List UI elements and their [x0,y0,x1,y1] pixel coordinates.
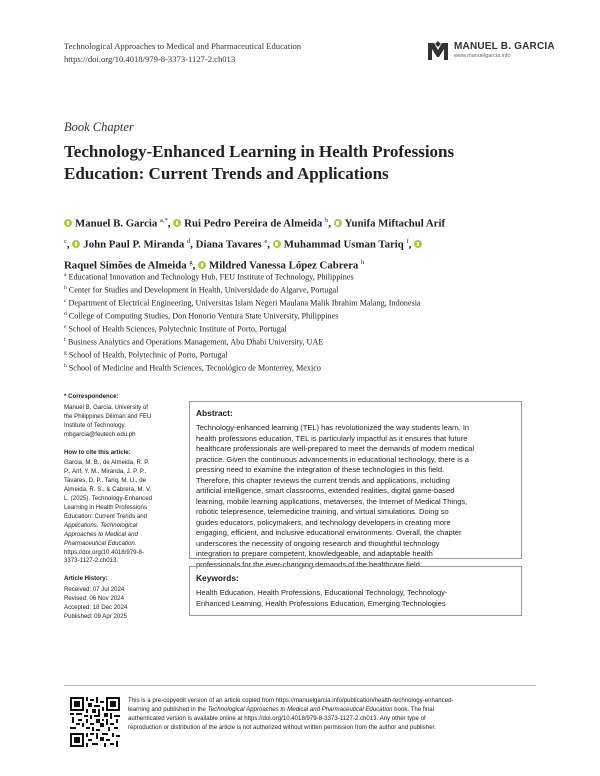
affiliation-sup: c [64,297,67,304]
affiliation [64,283,544,296]
abstract-line: health professions education, TEL is particularly impactful as it ensures that future [196,433,468,443]
abstract-line: engaging, efficient, and inclusive educational environments. Overall, the chapter [196,528,462,537]
author-sup: d [187,238,191,246]
affiliation-text: College of Computing Studies, Don Honorio Ventura State University, Philippines [68,311,339,321]
affiliation-sup: b [64,284,67,291]
author-sup: b [325,217,329,224]
notice-line: reproduction or distribution of the article is not authorized without written permission from the author and publisher. [128,723,436,731]
author-name: Raquel Simões de Almeida [64,259,187,272]
affiliation-sup: a [64,272,67,278]
affiliation-sup: f [64,336,66,343]
abstract-line: healthcare professionals are well-prepared to meet the demands of modern medical [196,444,475,453]
footer-divider [64,685,536,686]
citation-block [64,449,182,567]
history-block [64,575,182,622]
abstract-text [196,423,515,570]
author-sup: c [64,238,67,246]
author-name: Diana Tavares [195,238,262,251]
author-name: Manuel B. Garcia [75,217,158,230]
author-name: Yunifa Miftachul Arif [344,217,446,230]
logo-url: www.manuelgarcia.info [454,53,511,59]
author-sup: e [264,238,268,246]
affiliation-text: School of Health Sciences, Polytechnic Institute of Porto, Portugal [68,324,287,334]
running-header [64,40,301,65]
sidebar-line: Manuel B. Garcia, University of [64,403,148,411]
abstract-line: guides educators, policymakers, and technology developers in creating more [196,517,451,527]
author-name: Muhammad Usman Tariq [283,238,404,251]
affiliation [64,270,544,283]
article-type: Book Chapter [64,120,134,134]
notice-line [128,706,538,715]
author-sup: h [361,259,365,267]
article-title [64,141,534,185]
abstract-line: pressing need to examine the integration of these technologies in this field. [196,465,445,474]
correspondence-heading: * Correspondence: [64,393,119,400]
abstract-line: underscores the necessity of ongoing research and thoughtful technology [196,538,440,548]
author-line: Raquel Simões de Almeida $^g$, Mildred Vanessa López Cabrera $^h$ [64,259,365,272]
affiliation [64,309,544,322]
citation-doi[interactable]: https://doi.org/10.4018/979-8- [64,548,144,556]
abstract-line: professionals for the ever-changing demands of the healthcare field. [196,559,422,569]
history-published: Published: 09 Apr 2025 [64,612,128,620]
sidebar-line: Learning in Health Professions [64,503,147,511]
keywords-line: Health Education, Health Professions, Educational Technology, Technology- [196,588,448,597]
correspondence-email[interactable]: mbgarcia@feutech.edu.ph [64,430,136,438]
abstract-line: Technology-enhanced learning (TEL) has revolutionized the way students learn. In [196,423,470,432]
author-line: $^c$, John Paul P. Miranda $^d$, Diana Tavares $^e$, Muhammad Usman Tariq $^f$, [64,233,542,254]
qr-code-icon[interactable] [70,697,120,747]
mg-monogram-icon [426,40,450,62]
abstract-box [189,401,522,569]
affiliation-text: Educational Innovation and Technology Hub, FEU Institute of Technology, Philippines [68,272,354,282]
sidebar-line: Education: Current Trends and [64,512,147,520]
affiliation-sup: h [64,362,67,369]
preprint-notice [128,697,538,733]
abstract-line: integration to prepare competent, knowledgeable, and adaptable health [196,549,433,558]
affiliation-text: Department of Electrical Engineering, Universitas Islam Negeri Maulana Malik Ibrahim Malang, Indonesia [68,298,421,308]
affiliation-text: Business Analytics and Operations Management, Abu Dhabi University, UAE [67,337,324,347]
orcid-icon[interactable] [334,219,342,227]
affiliation-sup: e [64,323,67,330]
sidebar-line: Pharmaceutical Education. [64,539,137,547]
orcid-icon[interactable] [414,240,422,248]
sidebar-line: Institute of Technology. [64,421,126,429]
abstract-line: practice. Given the continuous advancements in educational technology, there is a [196,454,469,464]
notice-line: This is a pre-copyedit version of an article copied from https://manuelgarcia.info/publication/health-technology-enhanced- [128,697,454,704]
abstract-line: learning, mobile learning applications, metaverses, the Internet of Medical Things, [196,496,468,506]
citation-doi[interactable]: 3373-1127-2.ch013. [64,557,119,565]
sidebar-line: L. (2025). Technology-Enhanced [64,495,152,503]
affiliation-text: School of Health, Polytechnic of Porto, Portugal [68,350,228,360]
keywords-box [189,566,522,616]
abstract-heading: Abstract: [196,408,233,418]
affiliation-sup: g [64,349,67,356]
journal-name: Technological Approaches to Medical and Pharmaceutical Education [64,41,302,51]
keywords-heading: Keywords: [196,573,239,583]
history-revised: Revised: 06 Nov 2024 [64,595,124,603]
affiliation [64,361,544,374]
title-line: Education: Current Trends and Applications [64,164,389,183]
affiliation-list [64,270,544,374]
affiliation [64,296,544,309]
orcid-icon[interactable] [72,240,80,248]
affiliation [64,335,544,348]
keywords-text [196,588,515,609]
doi-link[interactable]: https://doi.org/10.4018/979-8-3373-1127-2.ch013 [64,53,236,64]
author-name: Mildred Vanessa López Cabrera [209,259,359,272]
affiliation-text: School of Medicine and Health Sciences, Tecnológico de Monterrey, Mexico [68,363,322,373]
sidebar-line: Applications. Technological [64,521,138,529]
sidebar-line: Almeida, R. S., & Cabrera, M. V. [64,486,152,494]
author-logo[interactable] [426,38,555,64]
notice-line: authenticated version is available online at https://doi.org/10.4018/979-8-3373-1127-2.ch013. Any other type of [128,714,426,722]
title-line: Technology-Enhanced Learning in Health Professions [64,142,455,161]
notice-segment: learning and published in the [128,705,208,713]
abstract-line: artificial intelligence, smart classrooms, extended realities, digital game-based [196,486,455,495]
affiliation [64,348,544,361]
sidebar-line: Approaches to Medical and [64,530,138,538]
history-received: Received: 07 Jul 2024 [64,586,125,594]
orcid-icon[interactable] [64,219,72,227]
author-name: John Paul P. Miranda [83,238,185,251]
affiliation-text: Center for Studies and Development in Health, Universidade do Algarve, Portugal [68,285,339,295]
sidebar-line: Tavares, D. P., Tariq, M. U., de [64,477,147,485]
sidebar-line: P., Arif, Y. M., Miranda, J. P. P., [64,468,147,476]
orcid-icon[interactable] [273,240,281,248]
keywords-line: Enhanced Learning, Health Professions Education, Emerging Technologies [196,598,446,608]
history-heading: Article History: [64,575,108,583]
author-sup: g [189,259,193,267]
logo-name: MANUEL B. GARCIA [454,41,555,52]
orcid-icon[interactable] [198,261,206,269]
sidebar [64,393,182,631]
notice-book-title: Technological Approaches to Medical and Pharmaceutical Education [207,705,393,713]
abstract-line: Therefore, this chapter reviews the current trends and applications, including [196,475,450,485]
author-line: Manuel B. Garcia $^{a,*}$, Rui Pedro Pereira de Almeida $^b$, Yunifa Miftachul Arif [64,212,542,233]
affiliation-sup: d [64,310,67,317]
author-sup: f [406,238,409,246]
author-name: Rui Pedro Pereira de Almeida [184,217,323,230]
author-sup: a,* [159,217,168,224]
orcid-icon[interactable] [173,219,181,227]
affiliation [64,322,544,335]
sidebar-line: the Philippines Diliman and FEU [64,412,152,420]
correspondence-block [64,393,182,440]
history-accepted: Accepted: 18 Dec 2024 [64,604,128,612]
cite-heading: How to cite this article: [64,448,131,456]
author-list [64,212,542,275]
sidebar-line: Garcia, M. B., de Almeida, R. P. [64,459,150,467]
notice-segment: book. The final [392,705,435,713]
abstract-line: robotic telepresence, telemedicine training, and virtual simulations. Doing so [196,507,449,516]
